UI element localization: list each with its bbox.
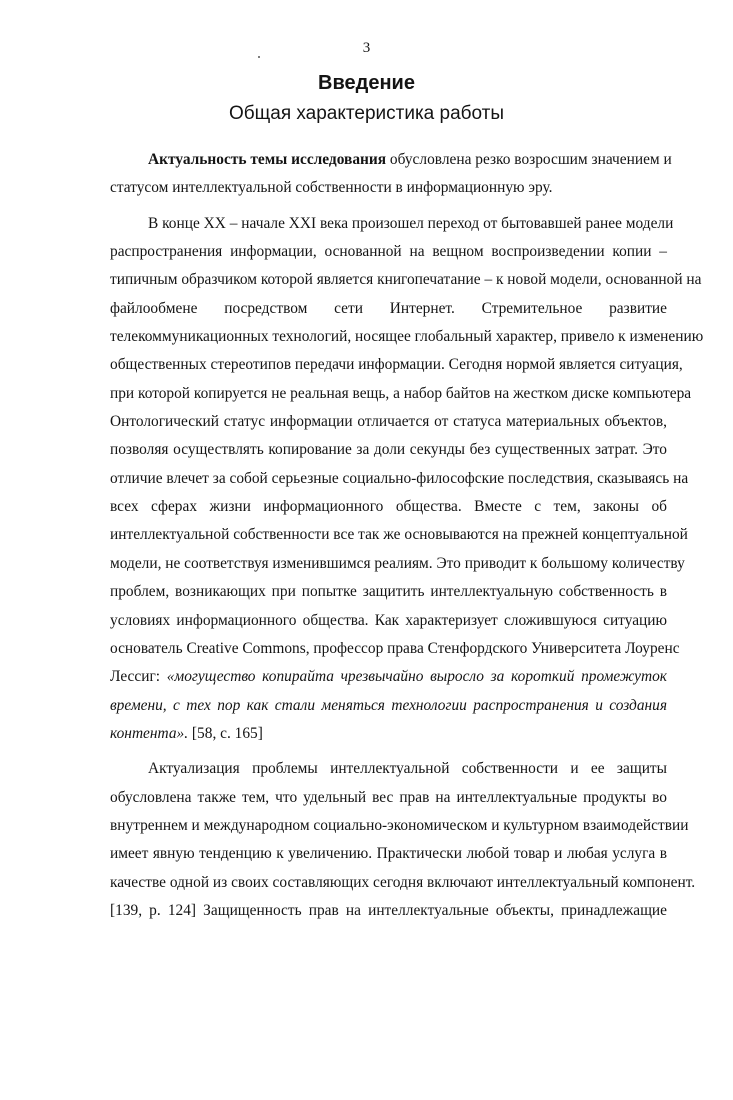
quote-text: времени, с тех пор как стали меняться технологии распространения и создания [110,696,667,714]
page-number: 3 [362,40,371,56]
paragraph-2-line: интеллектуальной собственности все так же основываются на прежней концептуальной [110,526,688,544]
paragraph-2-line: отличие влечет за собой серьезные социально-философские последствия, сказываясь на [110,469,689,487]
paragraph-3-line: имеет явную тенденцию к увеличению. Практически любой товар и любая услуга в [110,845,667,863]
body-text [110,146,704,925]
citation: [58, с. 165] [188,724,263,742]
paragraph-2-line: при которой копируется не реальная вещь, а набор байтов на жестком диске компьютера [110,384,692,402]
paragraph-2-line: общественных стереотипов передачи информации. Сегодня нормой является ситуация, [110,356,683,374]
quote-text: контента». [110,724,189,742]
paragraph-1-line: статусом интеллектуальной собственности в информационную эру. [110,179,553,197]
paragraph-3-line: обусловлена также тем, что удельный вес прав на интеллектуальные продукты во [110,788,667,806]
paragraph-2-line: основатель Creative Commons, профессор права Стенфордского Университета Лоуренс [110,639,680,657]
paragraph-2-line: позволяя осуществлять копирование за доли секунды без существенных затрат. Это [110,441,667,459]
paragraph-1-line: Актуальность темы исследования обусловлена резко возросшим значением и [148,151,672,168]
quote-text: «могущество копирайта чрезвычайно выросло за короткий промежуток [166,668,668,686]
paragraph-2-line: В конце XX – начале XXI века произошел переход от бытовавшей ранее модели [148,214,674,232]
quote-line [110,663,667,691]
paragraph-3-line: Актуализация проблемы интеллектуальной собственности и ее защиты [148,760,667,778]
paragraph-3-line: [139, р. 124] Защищенность прав на интеллектуальные объекты, принадлежащие [110,901,667,919]
paragraph-2-line: проблем, возникающих при попытке защитить интеллектуальную собственность в [110,583,667,601]
paragraph-2-line: типичным образчиком которой является книгопечатание – к новой модели, основанной на [110,271,702,289]
paragraph-2-line: условиях информационного общества. Как характеризует сложившуюся ситуацию [110,611,667,629]
paragraph-2-line: файлообмене посредством сети Интернет. Стремительное развитие [110,299,667,317]
paragraph-2-line: Онтологический статус информации отличается от статуса материальных объектов, [110,413,667,431]
quote-line [110,692,667,720]
quote-lead: Лессиг: [110,668,167,686]
quote-line [110,720,667,748]
paragraph-3-line: качестве одной из своих составляющих сегодня включают интеллектуальный компонент. [110,873,696,891]
paragraph-2-line: всех сферах жизни информационного общества. Вместе с тем, законы об [110,498,667,516]
page-title: Введение [318,72,415,94]
page-subtitle: Общая характеристика работы [228,103,505,124]
paragraph-2-line: распространения информации, основанной на вещном воспроизведении копии – [110,243,667,261]
paragraph-2-line: телекоммуникационных технологий, носящее глобальный характер, привело к изменению [110,328,704,346]
paragraph-3-line: внутреннем и международном социально-экономическом и культурном взаимодействии [110,816,689,834]
paragraph-2-line: модели, не соответствуя изменившимся реалиям. Это приводит к большому количеству [110,554,685,572]
bold-lead: Актуальность темы исследования [148,151,387,168]
